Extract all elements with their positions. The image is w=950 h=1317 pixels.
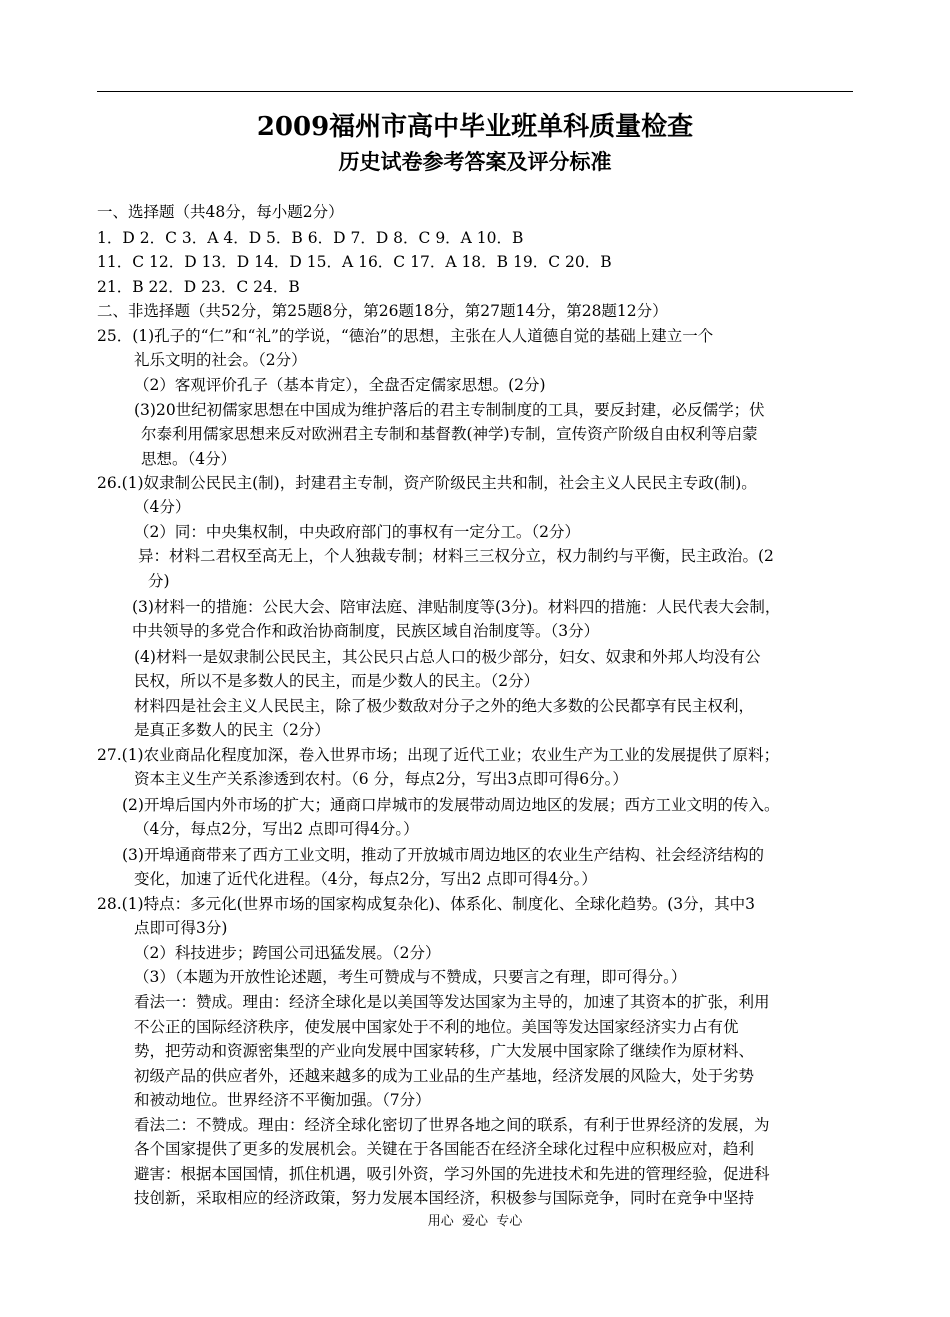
answer-line: 中共领导的多党合作和政治协商制度，民族区域自治制度等。（3分）: [132, 622, 600, 640]
answer-line: 变化，加速了近代化进程。（4分，每点2分，写出2 点即可得4分。）: [134, 870, 597, 888]
answer-line: (4)材料一是奴隶制公民民主，其公民只占总人口的极少部分，妇女、奴隶和外邦人均没有公: [134, 648, 761, 666]
answer-line: 21．B 22．D 23．C 24．B: [97, 278, 300, 296]
answer-line: 材料四是社会主义人民民主，除了极少数敌对分子之外的绝大多数的公民都享有民主权利，: [134, 697, 755, 715]
answer-line: (2)开埠后国内外市场的扩大；通商口岸城市的发展带动周边地区的发展；西方工业文明的传入。: [122, 796, 780, 814]
answer-line: （2）科技进步；跨国公司迅猛发展。（2分）: [134, 944, 441, 962]
answer-line: 不公正的国际经济秩序，使发展中国家处于不利的地位。美国等发达国家经济实力占有优: [134, 1018, 739, 1036]
answer-line: （3）（本题为开放性论述题，考生可赞成与不赞成，只要言之有理，即可得分。）: [134, 968, 687, 986]
answer-line: (3)20世纪初儒家思想在中国成为维护落后的君主专制制度的工具，要反封建，必反儒学；伏: [134, 401, 765, 419]
answer-line: (3)开埠通商带来了西方工业文明，推动了开放城市周边地区的农业生产结构、社会经济结构的: [122, 846, 764, 864]
answer-line: (3)材料一的措施：公民大会、陪审法庭、津贴制度等(3分)。材料四的措施：人民代表大会制，: [132, 598, 781, 616]
answer-line: 27.(1)农业商品化程度加深，卷入世界市场；出现了近代工业；农业生产为工业的发展提供了原料；: [97, 746, 780, 764]
answer-line: 势，把劳动和资源密集型的产业向发展中国家转移，广大发展中国家除了继续作为原材料、: [134, 1042, 755, 1060]
answer-line: 和被动地位。世界经济不平衡加强。（7分）: [134, 1091, 431, 1109]
answer-line: 是真正多数人的民主（2分）: [134, 721, 330, 739]
answer-line: 25．(1)孔子的“仁”和“礼”的学说，“德治”的思想，主张在人人道德自觉的基础上建立一个: [97, 327, 714, 345]
answer-line: 11．C 12．D 13．D 14．D 15．A 16．C 17．A 18．B 19．C 20．B: [97, 253, 612, 271]
answer-line: 26.(1)奴隶制公民民主(制)，封建君主专制，资产阶级民主共和制，社会主义人民民主专政(制)。: [97, 474, 757, 492]
answer-line: 分): [148, 572, 170, 590]
answer-line: 避害：根据本国国情，抓住机遇，吸引外资，学习外国的先进技术和先进的管理经验，促进科: [134, 1165, 770, 1183]
answer-line: （4分）: [134, 498, 191, 516]
answer-line: 资本主义生产关系渗透到农村。（6 分，每点2分，写出3点即可得6分。）: [134, 770, 628, 788]
document-subtitle: 历史试卷参考答案及评分标准: [338, 149, 612, 174]
answer-line: 礼乐文明的社会。（2分）: [134, 351, 307, 369]
answer-line: 异：材料二君权至高无上，个人独裁专制；材料三三权分立，权力制约与平衡，民主政治。(2: [138, 547, 774, 565]
answer-line: 看法一：赞成。理由：经济全球化是以美国等发达国家为主导的，加速了其资本的扩张，利用: [134, 993, 770, 1011]
page-footer: 用心 爱心 专心: [427, 1214, 523, 1229]
answer-line: 看法二：不赞成。理由：经济全球化密切了世界各地之间的联系，有利于世界经济的发展，为: [134, 1116, 770, 1134]
answer-line: （2）同：中央集权制，中央政府部门的事权有一定分工。（2分）: [134, 523, 580, 541]
answer-line: 尔泰利用儒家思想来反对欧洲君主专制和基督教(神学)专制，宣传资产阶级自由权利等启蒙: [141, 425, 758, 443]
section-heading: 二、非选择题（共52分，第25题8分，第26题18分，第27题14分，第28题12分）: [97, 302, 668, 320]
answer-line: （4分，每点2分，写出2 点即可得4分。）: [134, 820, 419, 838]
answer-line: 技创新，采取相应的经济政策，努力发展本国经济，积极参与国际竞争，同时在竞争中坚持: [134, 1189, 755, 1207]
header-rule: [97, 91, 853, 92]
section-heading: 一、选择题（共48分，每小题2分）: [97, 203, 344, 221]
answer-line: （2）客观评价孔子（基本肯定），全盘否定儒家思想。(2分): [134, 376, 546, 394]
answer-line: 初级产品的供应者外，还越来越多的成为工业品的生产基地，经济发展的风险大，处于劣势: [134, 1067, 755, 1085]
answer-line: 1．D 2．C 3．A 4．D 5．B 6．D 7．D 8．C 9．A 10．B: [97, 229, 524, 247]
answer-line: 28.(1)特点：多元化(世界市场的国家构成复杂化)、体系化、制度化、全球化趋势。(3分，其中3: [97, 895, 755, 913]
answer-line: 民权，所以不是多数人的民主，而是少数人的民主。（2分）: [134, 672, 540, 690]
answer-line: 思想。（4分）: [141, 450, 237, 468]
document-title: 2009福州市高中毕业班单科质量检查: [256, 112, 694, 142]
answer-line: 点即可得3分): [134, 919, 228, 937]
answer-line: 各个国家提供了更多的发展机会。关键在于各国能否在经济全球化过程中应积极应对，趋利: [134, 1140, 755, 1158]
